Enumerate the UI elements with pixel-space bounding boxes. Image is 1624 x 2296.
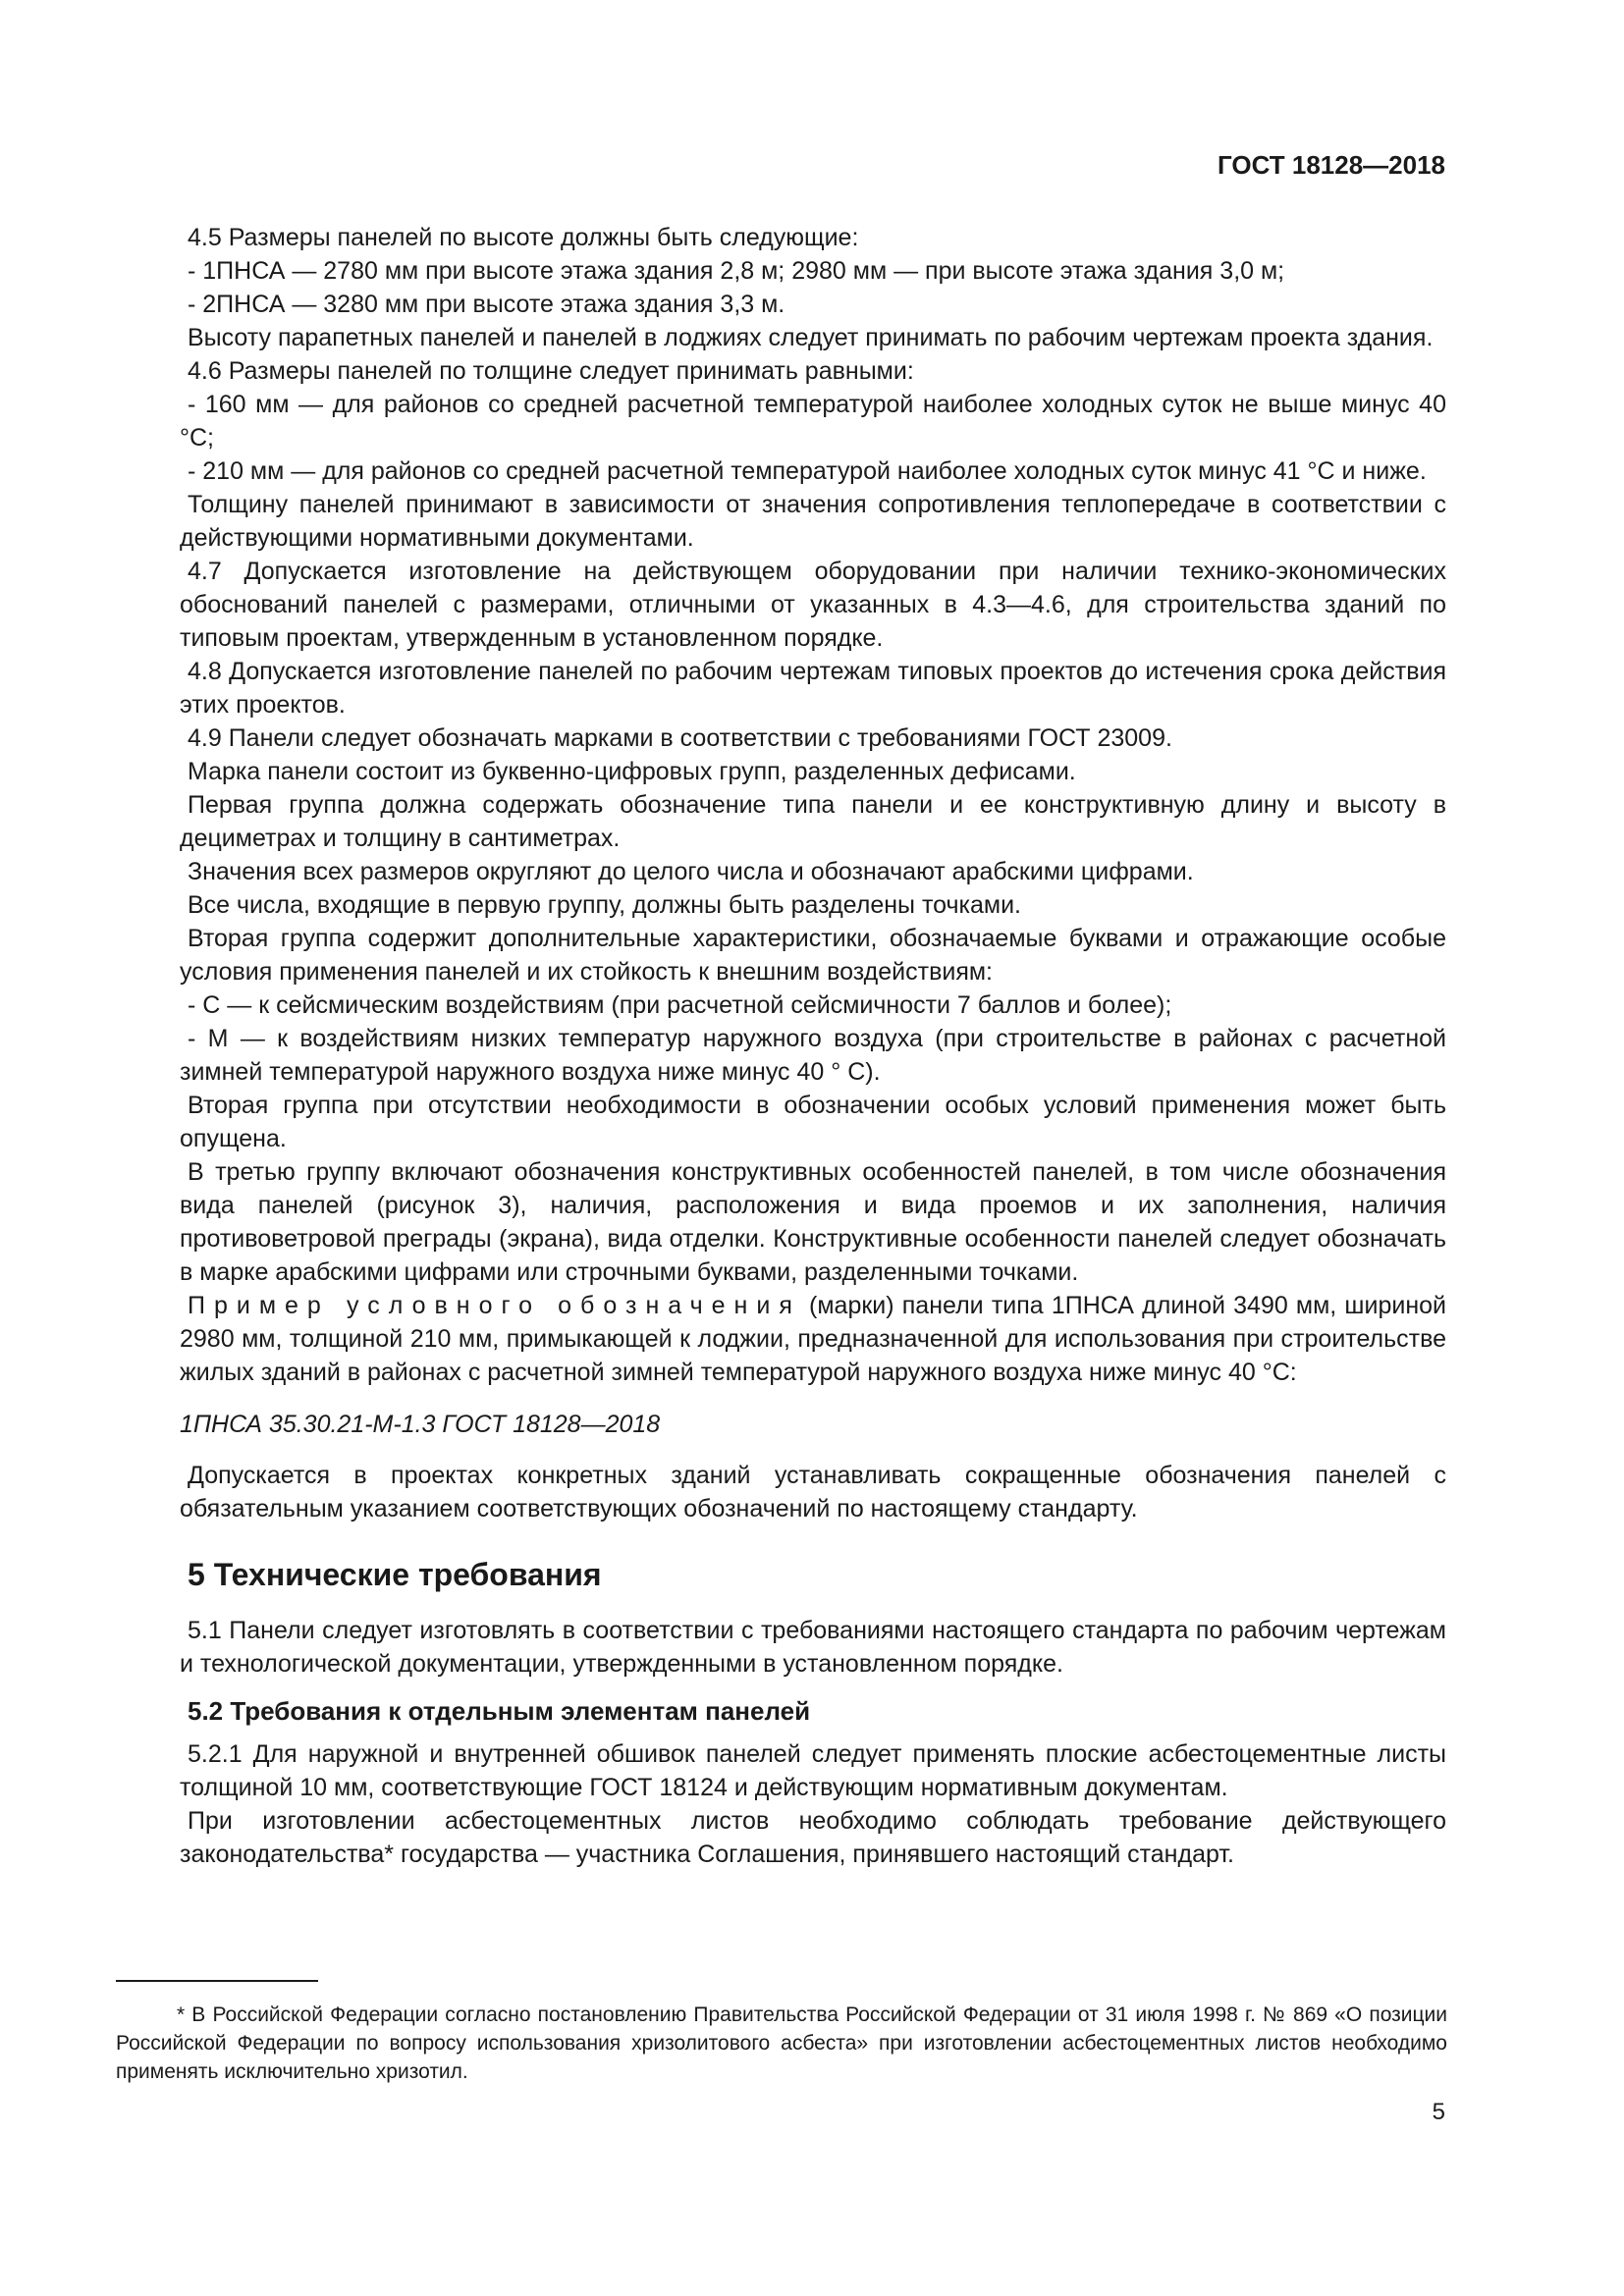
paragraph: Высоту парапетных панелей и панелей в лоджиях следует принимать по рабочим чертежам проекта здания. [188, 324, 1434, 351]
document-header: ГОСТ 18128—2018 [1218, 150, 1445, 180]
paragraph-4-8: 4.8 Допускается изготовление панелей по рабочим чертежам типовых проектов до истечения срока действия этих проектов. [180, 658, 1446, 719]
paragraph-4-7: 4.7 Допускается изготовление на действующем оборудовании при наличии технико-экономических обоснований панелей с размерами, отличными от указанных в 4.3—4.6, для строительства зданий по типовым проектам, утвержденным в установленном порядке. [180, 558, 1446, 652]
example-paragraph [180, 1289, 1446, 1389]
paragraph: Толщину панелей принимают в зависимости от значения сопротивления теплопередаче в соответствии с действующими нормативными документами. [180, 491, 1446, 552]
paragraph: Допускается в проектах конкретных зданий устанавливать сокращенные обозначения панелей с обязательным указанием соответствующих обозначений по настоящему стандарту. [180, 1462, 1446, 1522]
paragraph: Все числа, входящие в первую группу, должны быть разделены точками. [188, 891, 1021, 919]
paragraph: При изготовлении асбестоцементных листов необходимо соблюдать требование действующего законодательства* государства — участника Соглашения, принявшего настоящий стандарт. [180, 1807, 1446, 1868]
list-item: - 210 мм — для районов со средней расчетной температурой наиболее холодных суток минус 41 °С и ниже. [188, 457, 1427, 485]
paragraph: Значения всех размеров округляют до целого числа и обозначают арабскими цифрами. [188, 858, 1194, 885]
example-lead: Пример условного обозначения [188, 1292, 801, 1319]
footnote-text: * В Российской Федерации согласно постановлению Правительства Российской Федерации от 31 июля 1998 г. № 869 «О позиции Российской Федерации по вопросу использования хризолитового асбеста» при изготовлении асбестоцементных листов необходимо применять исключительно хризотил. [116, 2003, 1447, 2083]
footnote-divider [116, 1980, 318, 1982]
paragraph: В третью группу включают обозначения конструктивных особенностей панелей, в том числе обозначения вида панелей (рисунок 3), наличия, расположения и вида проемов и их заполнения, наличия противоветровой преграды (экрана), вида отделки. Конструктивные особенности панелей следует обозначать в марке арабскими цифрами или строчными буквами, разделенными точками. [180, 1158, 1446, 1286]
subsection-heading: 5.2 Требования к отдельным элементам панелей [188, 1696, 811, 1726]
paragraph: Марка панели состоит из буквенно-цифровых групп, разделенных дефисами. [188, 758, 1076, 785]
paragraph-5-1: 5.1 Панели следует изготовлять в соответствии с требованиями настоящего стандарта по рабочим чертежам и технологической документации, утвержденными в установленном порядке. [180, 1617, 1446, 1678]
paragraph-4-9: 4.9 Панели следует обозначать марками в соответствии с требованиями ГОСТ 23009. [188, 724, 1172, 752]
list-item: - С — к сейсмическим воздействиям (при расчетной сейсмичности 7 баллов и более); [188, 991, 1172, 1019]
example-marking: 1ПНСА 35.30.21-М-1.3 ГОСТ 18128—2018 [180, 1411, 661, 1438]
footnote [116, 2001, 1447, 2086]
paragraph: Вторая группа содержит дополнительные характеристики, обозначаемые буквами и отражающие особые условия применения панелей и их стойкость к внешним воздействиям: [180, 925, 1446, 986]
example-text: (марки) панели типа 1ПНСА длиной 3490 мм, шириной 2980 мм, толщиной 210 мм, примыкающей к лоджии, предназначенной для использования при строительстве жилых зданий в районах с расчетной зимней температурой наружного воздуха ниже минус 40 °С: [180, 1292, 1446, 1386]
page-number: 5 [1432, 2099, 1445, 2125]
paragraph-4-6: 4.6 Размеры панелей по толщине следует принимать равными: [188, 357, 914, 385]
list-item: - М — к воздействиям низких температур наружного воздуха (при строительстве в районах с расчетной зимней температурой наружного воздуха ниже минус 40 ° С). [180, 1025, 1446, 1086]
list-item: - 2ПНСА — 3280 мм при высоте этажа здания 3,3 м. [188, 291, 785, 318]
section-heading: 5 Технические требования [188, 1557, 602, 1592]
paragraph-4-5: 4.5 Размеры панелей по высоте должны быть следующие: [188, 224, 859, 251]
paragraph-5-2-1: 5.2.1 Для наружной и внутренней обшивок панелей следует применять плоские асбестоцементные листы толщиной 10 мм, соответствующие ГОСТ 18124 и действующим нормативным документам. [180, 1740, 1446, 1801]
list-item: - 160 мм — для районов со средней расчетной температурой наиболее холодных суток не выше минус 40 °С; [180, 391, 1446, 452]
page-body [180, 221, 1446, 1871]
paragraph: Первая группа должна содержать обозначение типа панели и ее конструктивную длину и высоту в дециметрах и толщину в сантиметрах. [180, 791, 1446, 852]
list-item: - 1ПНСА — 2780 мм при высоте этажа здания 2,8 м; 2980 мм — при высоте этажа здания 3,0 м; [188, 257, 1285, 285]
paragraph: Вторая группа при отсутствии необходимости в обозначении особых условий применения может быть опущена. [180, 1092, 1446, 1152]
